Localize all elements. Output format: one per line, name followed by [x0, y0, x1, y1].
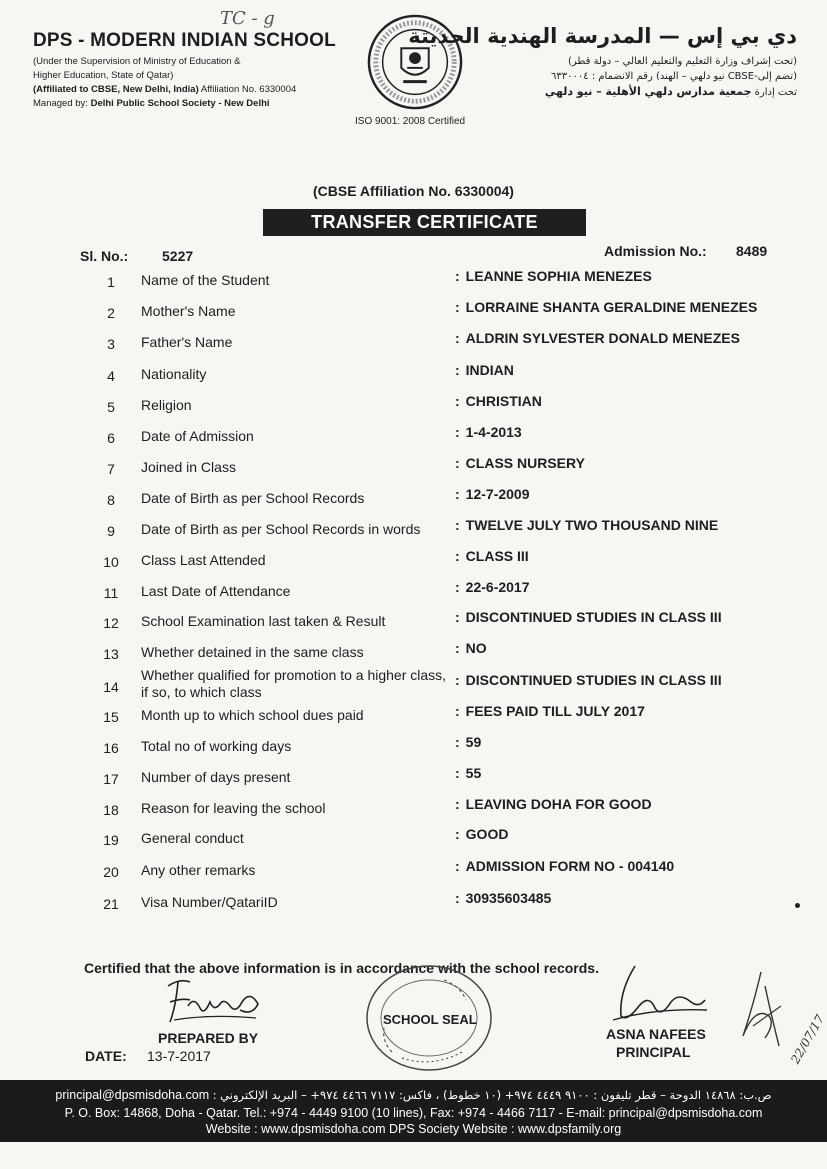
- row-number: 8: [107, 492, 115, 508]
- certificate-row: [0, 609, 827, 641]
- certificate-row: [0, 517, 827, 549]
- row-value: [455, 455, 800, 471]
- row-number: 2: [107, 305, 115, 321]
- date-label: DATE:: [85, 1048, 127, 1064]
- certificate-row: [0, 455, 827, 487]
- ink-dot: [795, 903, 800, 908]
- row-value: [455, 548, 800, 564]
- row-label: Total no of working days: [141, 738, 292, 754]
- row-number: 21: [103, 896, 119, 912]
- contact-email: principal@dpsmisdoha.com: [55, 1088, 210, 1102]
- row-value-text: DISCONTINUED STUDIES IN CLASS III: [465, 672, 722, 688]
- row-value: [455, 268, 800, 284]
- row-colon: :: [455, 890, 460, 906]
- row-value-text: 59: [465, 734, 482, 750]
- row-value: [455, 672, 800, 688]
- row-colon: :: [455, 796, 460, 812]
- row-colon: :: [455, 424, 460, 440]
- row-label: Date of Admission: [141, 428, 254, 444]
- row-label: Last Date of Attendance: [141, 583, 291, 599]
- certificate-row: [0, 548, 827, 580]
- row-label: Father's Name: [141, 334, 233, 350]
- row-number: 1: [107, 274, 115, 290]
- row-label: Nationality: [141, 366, 207, 382]
- certificate-row: [0, 796, 827, 828]
- prepared-by-label: PREPARED BY: [158, 1030, 259, 1046]
- certificate-row: [0, 330, 827, 362]
- row-value: [455, 393, 800, 409]
- row-label: General conduct: [141, 830, 244, 846]
- row-label: Month up to which school dues paid: [141, 707, 364, 723]
- row-label: Number of days present: [141, 769, 291, 785]
- date-value: 13-7-2017: [147, 1048, 211, 1064]
- certificate-row: [0, 424, 827, 456]
- row-value: [455, 517, 800, 533]
- row-value: [455, 826, 800, 842]
- row-value-text: TWELVE JULY TWO THOUSAND NINE: [465, 517, 719, 533]
- header-supervision: (Under the Supervision of Ministry of Education & Higher Education, State of Qatar) (Affiliated to CBSE, New Delhi, India) Affiliation No. 6330004 Managed by: Delhi Public School Society - New Delhi: [33, 56, 297, 109]
- principal-title: PRINCIPAL: [616, 1044, 691, 1060]
- side-date: 22/07/17: [788, 1012, 827, 1067]
- row-number: 13: [103, 646, 119, 662]
- row-colon: :: [455, 826, 460, 842]
- row-value: [455, 424, 800, 440]
- row-value: [455, 299, 800, 315]
- row-label: Joined in Class: [141, 459, 236, 475]
- principal-signature: [605, 962, 715, 1028]
- row-value-text: DISCONTINUED STUDIES IN CLASS III: [465, 609, 722, 625]
- row-number: 14: [103, 679, 119, 695]
- row-colon: :: [455, 393, 460, 409]
- row-colon: :: [455, 640, 460, 656]
- iso-certification: ISO 9001: 2008 Certified: [355, 116, 466, 127]
- contact-line-3: Website : www.dpsmisdoha.com DPS Society Website : www.dpsfamily.org: [205, 1122, 622, 1136]
- handwritten-note: TC - g: [220, 8, 275, 29]
- row-number: 9: [107, 523, 115, 539]
- school-name-arabic: دي بي إس — المدرسة الهندية الحديثة: [408, 24, 797, 48]
- row-colon: :: [455, 517, 460, 533]
- row-value-text: 55: [465, 765, 482, 781]
- row-number: 3: [107, 336, 115, 352]
- admission-number-value: 8489: [736, 243, 768, 259]
- row-value-text: FEES PAID TILL JULY 2017: [465, 703, 645, 719]
- row-value-text: LORRAINE SHANTA GERALDINE MENEZES: [465, 299, 758, 315]
- certificate-row: [0, 858, 827, 890]
- row-colon: :: [455, 734, 460, 750]
- row-number: 16: [103, 740, 119, 756]
- certificate-row: [0, 703, 827, 735]
- row-value-text: CHRISTIAN: [465, 393, 542, 409]
- school-seal-label: SCHOOL SEAL: [383, 1012, 477, 1027]
- row-value-text: CLASS III: [465, 548, 529, 564]
- row-value-text: ADMISSION FORM NO - 004140: [465, 858, 675, 874]
- row-label: Reason for leaving the school: [141, 800, 326, 816]
- serial-number-value: 5227: [162, 248, 194, 264]
- row-value-text: LEANNE SOPHIA MENEZES: [465, 268, 652, 284]
- row-colon: :: [455, 858, 460, 874]
- row-value: [455, 330, 800, 346]
- row-value: [455, 640, 800, 656]
- row-label: Visa Number/QatariID: [141, 894, 278, 910]
- certificate-row: [0, 765, 827, 797]
- row-number: 10: [103, 554, 119, 570]
- row-colon: :: [455, 672, 460, 688]
- row-colon: :: [455, 609, 460, 625]
- serial-number-label: Sl. No.:: [80, 248, 129, 264]
- header-arabic-details: (تحت إشراف وزارة التعليم والتعليم العالي – دولة قطر) (تضم إلى-CBSE نيو دلهي – الهند) رقم الانضمام : ٦٣٣٠٠٠٤ تحت إدارة جمعية مدارس دلهي الأهلية – نيو دلهي: [544, 56, 797, 98]
- row-colon: :: [455, 455, 460, 471]
- row-value-text: GOOD: [465, 826, 509, 842]
- row-value: [455, 362, 800, 378]
- header-arabic: [408, 24, 797, 100]
- row-value: [455, 486, 800, 502]
- certificate-row: [0, 362, 827, 394]
- row-value: [455, 703, 800, 719]
- contact-arabic: ص.ب: ١٤٨٦٨ الدوحة – قطر تليفون : ٩١٠٠ ٤٤٤٩ ٩٧٤+ (١٠ خطوط) ، فاكس: ٧١١٧ ٤٤٦٦ ٩٧٤+ – البريد الإلكتروني :: [212, 1088, 772, 1102]
- row-value: [455, 858, 800, 874]
- row-value-text: CLASS NURSERY: [465, 455, 585, 471]
- row-label: Class Last Attended: [141, 552, 266, 568]
- row-colon: :: [455, 268, 460, 284]
- row-number: 12: [103, 615, 119, 631]
- row-label: School Examination last taken & Result: [141, 613, 386, 629]
- row-value: [455, 609, 800, 625]
- row-number: 7: [107, 461, 115, 477]
- row-value: [455, 734, 800, 750]
- row-value: [455, 890, 800, 906]
- row-label: Date of Birth as per School Records: [141, 490, 365, 506]
- row-label: Religion: [141, 397, 192, 413]
- row-number: 17: [103, 771, 119, 787]
- principal-name: ASNA NAFEES: [606, 1026, 706, 1042]
- row-number: 15: [103, 709, 119, 725]
- contact-line-1: [0, 1088, 827, 1102]
- certificate-row: [0, 299, 827, 331]
- row-label: Name of the Student: [141, 272, 270, 288]
- row-value: [455, 765, 800, 781]
- row-value-text: NO: [465, 640, 487, 656]
- row-colon: :: [455, 486, 460, 502]
- row-colon: :: [455, 765, 460, 781]
- row-colon: :: [455, 579, 460, 595]
- row-label: Any other remarks: [141, 862, 256, 878]
- row-number: 20: [103, 864, 119, 880]
- row-number: 18: [103, 802, 119, 818]
- cbse-affiliation: (CBSE Affiliation No. 6330004): [313, 183, 514, 199]
- school-name-english: DPS - MODERN INDIAN SCHOOL: [33, 30, 336, 51]
- row-value-text: INDIAN: [465, 362, 514, 378]
- document-title: TRANSFER CERTIFICATE: [263, 209, 586, 236]
- row-label: Whether qualified for promotion to a higher class, if so, to which class: [141, 667, 447, 700]
- row-colon: :: [455, 362, 460, 378]
- contact-line-2: P. O. Box: 14868, Doha - Qatar. Tel.: +974 - 4449 9100 (10 lines), Fax: +974 - 4466 7117 - E-mail: principal@dpsmisdoha.com: [64, 1106, 763, 1120]
- row-value-text: 12-7-2009: [465, 486, 530, 502]
- certificate-row: [0, 826, 827, 858]
- row-number: 4: [107, 368, 115, 384]
- row-colon: :: [455, 299, 460, 315]
- certificate-row: [0, 667, 827, 700]
- row-value-text: ALDRIN SYLVESTER DONALD MENEZES: [465, 330, 740, 346]
- row-value-text: 22-6-2017: [465, 579, 530, 595]
- row-value-text: LEAVING DOHA FOR GOOD: [465, 796, 652, 812]
- row-value-text: 30935603485: [465, 890, 552, 906]
- admission-number-label: Admission No.:: [604, 243, 707, 259]
- certificate-row: [0, 734, 827, 766]
- contact-footer: [0, 1080, 827, 1142]
- certification-statement: Certified that the above information is in accordance with the school records.: [84, 960, 599, 976]
- row-value: [455, 579, 800, 595]
- header-english: [33, 30, 353, 111]
- attestation-signature: [735, 966, 827, 1067]
- certificate-row: [0, 486, 827, 518]
- certificate-row: [0, 393, 827, 425]
- row-label: Mother's Name: [141, 303, 236, 319]
- row-value-text: 1-4-2013: [465, 424, 522, 440]
- row-colon: :: [455, 330, 460, 346]
- row-label: Whether detained in the same class: [141, 644, 364, 660]
- row-value: [455, 796, 800, 812]
- row-number: 6: [107, 430, 115, 446]
- prepared-by-signature: [160, 976, 270, 1028]
- certificate-row: [0, 579, 827, 611]
- row-label: Date of Birth as per School Records in words: [141, 521, 421, 537]
- certificate-row: [0, 268, 827, 300]
- row-number: 5: [107, 399, 115, 415]
- certificate-row: [0, 890, 827, 922]
- row-colon: :: [455, 703, 460, 719]
- row-colon: :: [455, 548, 460, 564]
- row-number: 11: [103, 585, 119, 601]
- row-number: 19: [103, 832, 119, 848]
